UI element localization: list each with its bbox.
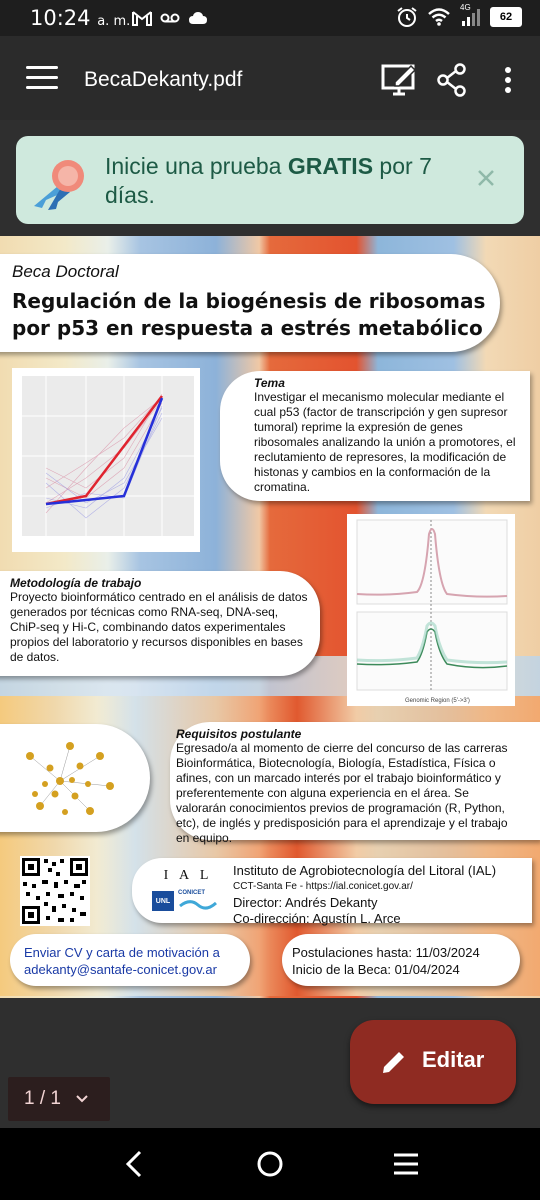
conicet-logo: [178, 890, 218, 912]
page-selector[interactable]: [8, 1077, 110, 1121]
annotate-button[interactable]: [380, 60, 420, 100]
app-bar: [0, 36, 540, 120]
voicemail-icon: [160, 10, 180, 26]
status-right-icons: [396, 3, 522, 28]
edit-screen-icon: [381, 62, 419, 98]
requisitos-heading: Requisitos postulante: [176, 727, 302, 741]
document-title: BecaDekanty.pdf: [84, 68, 243, 91]
promo-text-bold: GRATIS: [287, 153, 374, 179]
qr-code: [20, 856, 90, 926]
cloud-icon: [188, 10, 208, 26]
menu-icon: [26, 66, 58, 69]
back-button[interactable]: [118, 1148, 150, 1180]
wifi-icon: [428, 7, 450, 27]
status-bar: [0, 0, 540, 36]
status-time: [30, 6, 130, 30]
gene-network-graphic: [10, 736, 130, 826]
promo-close-button[interactable]: [474, 166, 498, 190]
alarm-icon: [396, 6, 418, 28]
chip-profile-plot: [347, 514, 515, 706]
dates-info: [292, 944, 480, 978]
network-type: 4G: [460, 3, 471, 12]
menu-icon-line: [26, 76, 58, 79]
metodologia-text: Proyecto bioinformático centrado en el análisis de datos generados por técnicas como RNA-seq, DNA-seq, ChiP-seq y Hi-C, combinando datos experimentales propios del laboratorio y recursos disponibles en bases de datos.: [10, 590, 308, 664]
unl-logo: UNL: [152, 891, 174, 911]
application-deadline: Postulaciones hasta: 11/03/2024: [292, 945, 480, 960]
gmail-icon: [132, 10, 152, 26]
qr-code-icon: [20, 856, 90, 926]
requisitos-section: [176, 727, 521, 846]
recents-icon: [390, 1148, 422, 1180]
start-date: Inicio de la Beca: 01/04/2024: [292, 962, 460, 977]
menu-button[interactable]: [26, 66, 58, 90]
institute-info: [233, 863, 533, 927]
time-text: 10:24: [30, 6, 91, 30]
institute-name: Instituto de Agrobiotecnología del Litoral (IAL): [233, 863, 497, 878]
overflow-menu-button[interactable]: [488, 60, 528, 100]
requisitos-text: Egresado/a al momento de cierre del concurso de las carreras Bioinformática, Biotecnología, Biología, Estadística, Física o afines, con un marcado interés por el trabajo bioinformático y preferentemente con alguna experiencia en el área. Se valorarán conocimientos previos de programación (R, Python, etc), de inglés y predisposición para el aprendizaje y el trabajo en equipo.: [176, 741, 508, 845]
pencil-icon: [380, 1048, 408, 1076]
menu-icon-line: [26, 86, 58, 89]
share-button[interactable]: [432, 60, 472, 100]
more-vert-icon: [504, 66, 512, 94]
pdf-viewer[interactable]: [0, 120, 540, 1128]
institute-site: CCT-Santa Fe - https://ial.conicet.gov.ar/: [233, 881, 413, 892]
back-chevron-icon: [118, 1148, 150, 1180]
pdf-page: [0, 236, 540, 998]
home-circle-icon: [254, 1148, 286, 1180]
contact-info: [24, 944, 220, 978]
promo-text: [105, 152, 465, 210]
system-nav-bar: [0, 1128, 540, 1200]
chevron-down-icon: [76, 1095, 88, 1103]
edit-button[interactable]: [350, 1020, 516, 1104]
edit-button-label: Editar: [422, 1047, 485, 1072]
poster-title: Regulación de la biogénesis de ribosomas por p53 en respuesta a estrés metabólico: [12, 289, 486, 340]
recents-button[interactable]: [390, 1148, 422, 1180]
institute-director: Director: Andrés Dekanty: [233, 895, 378, 910]
chip-plot-xlabel: Genomic Region (5'->3'): [405, 698, 470, 704]
conicet-logo-text: CONICET: [178, 890, 205, 896]
expression-plot: [12, 368, 200, 552]
promo-text-end: por 7 días.: [105, 153, 432, 208]
ampm-text: a. m.: [97, 14, 131, 29]
metodologia-heading: Metodología de trabajo: [10, 576, 142, 590]
poster-kicker: Beca Doctoral: [12, 262, 119, 281]
expression-plot-figure: [12, 368, 200, 552]
ial-logo: [152, 868, 224, 918]
close-icon: [474, 166, 498, 190]
contact-email: adekanty@santafe-conicet.gov.ar: [24, 962, 217, 977]
notification-icons: [132, 10, 208, 26]
battery-icon: 62: [490, 7, 522, 27]
promo-text-start: Inicie una prueba: [105, 153, 288, 179]
tema-heading: Tema: [254, 376, 285, 390]
share-icon: [436, 63, 468, 97]
signal-icon: [460, 3, 480, 27]
institute-codirector: Co-dirección: Agustín L. Arce: [233, 911, 401, 926]
home-button[interactable]: [254, 1148, 286, 1180]
contact-line: Enviar CV y carta de motivación a: [24, 945, 220, 960]
tema-section: [254, 376, 524, 495]
ribbon-award-icon: [28, 152, 92, 212]
metodologia-section: [10, 576, 310, 665]
page-indicator: 1 / 1: [24, 1088, 61, 1109]
trial-promo-banner[interactable]: [16, 136, 524, 224]
ial-logo-text: I A L: [163, 868, 213, 883]
chip-profile-figure: [347, 514, 515, 706]
tema-text: Investigar el mecanismo molecular mediante el cual p53 (factor de transcripción y gen supresor tumoral) reprime la expresión de genes ribosomales analizando la unión a promotores, el reclutamiento de represores, la modificación de histonas y cambios en la conformación de la cromatina.: [254, 390, 516, 494]
